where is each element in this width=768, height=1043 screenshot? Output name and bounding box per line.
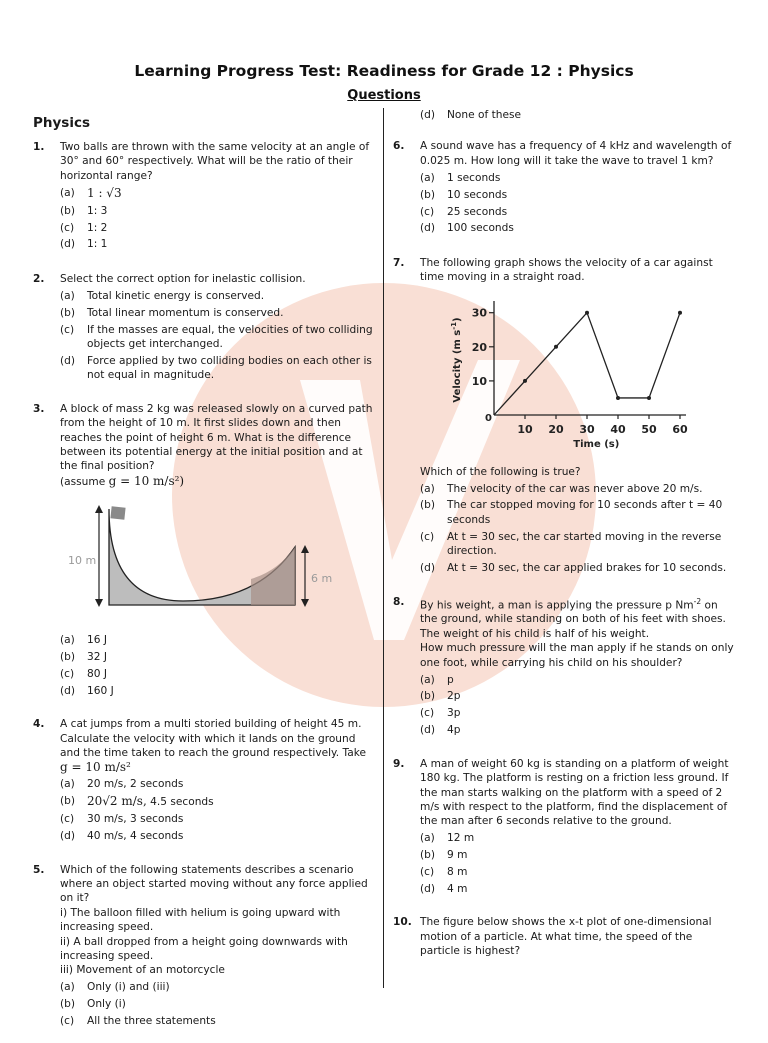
height-label-left: 10 m: [68, 554, 97, 568]
option-letter: (a): [60, 981, 75, 994]
page-title: Learning Progress Test: Readiness for Grade 12 : Physics: [134, 62, 634, 80]
x-tick-label: 30: [579, 422, 595, 436]
option-letter: (a): [420, 171, 435, 184]
option-text: 32 J: [87, 651, 107, 664]
option-letter: (d): [60, 684, 75, 697]
option-text: 30 m/s, 3 seconds: [87, 813, 184, 826]
assume-line: [60, 474, 375, 489]
left-column: [33, 115, 375, 1043]
option-text: The car stopped moving for 10 seconds after t = 40 seconds: [447, 499, 723, 526]
data-point: [678, 310, 682, 314]
option-letter: (d): [60, 238, 75, 251]
option-letter: (a): [60, 289, 75, 302]
x-tick-label: 40: [610, 422, 626, 436]
option-letter: (a): [60, 778, 75, 791]
option-letter: (b): [420, 690, 435, 703]
right-column: [393, 108, 735, 974]
question-number: 4.: [33, 718, 45, 731]
option-text: Only (i) and (iii): [87, 981, 170, 994]
option-letter: (c): [60, 667, 75, 680]
option-text: None of these: [447, 109, 522, 121]
option-text: If the masses are equal, the velocities of two colliding objects get interchanged.: [87, 323, 373, 350]
question-number: 5.: [33, 863, 45, 876]
option-letter: (d): [60, 354, 75, 367]
question-number: 7.: [393, 256, 405, 269]
option-text: The velocity of the car was never above 20 m/s.: [447, 482, 703, 495]
option-b: [60, 794, 375, 809]
option-b: [60, 204, 375, 218]
question-10: [393, 915, 735, 958]
option-text: 1: 3: [87, 204, 108, 217]
question-number: 8.: [393, 595, 405, 608]
question-text: A man of weight 60 kg is standing on a platform of weight 180 kg. The platform is resting on a friction less ground. If the man starts walking on the platform with a speed of 2 m/s with respect to the platform, find the displacement of the man after 6 seconds relative to the ground.: [420, 757, 729, 828]
x-axis-label: Time (s): [573, 438, 620, 450]
option-letter: (c): [420, 530, 435, 543]
option-text: 1: 1: [87, 238, 108, 251]
option-text: 100 seconds: [447, 222, 514, 235]
question-6: [393, 139, 735, 235]
y-axis-label-end: ): [452, 317, 463, 322]
origin-label: 0: [485, 412, 492, 424]
option-a: [60, 186, 375, 201]
option-c: [60, 1014, 375, 1028]
data-point: [523, 379, 527, 383]
curved-path-figure: [33, 501, 333, 621]
option-text: 20 m/s, 2 seconds: [87, 778, 184, 791]
y-tick-label: 30: [471, 306, 487, 320]
option-text: Force applied by two colliding bodies on each other is not equal in magnitude.: [87, 354, 372, 382]
series-line: [494, 312, 680, 414]
y-axis-label: [450, 317, 463, 402]
question-text-part2: on the ground, while standing on both of his feet with shoes. The weight of his child is half of his weight. How much pressure will the man apply if he stands on only one foot, while carrying his child on his shoulder?: [420, 599, 734, 669]
option-text: 10 seconds: [447, 188, 508, 201]
option-letter: (d): [60, 830, 75, 843]
option-d: [420, 221, 735, 235]
option-a: [420, 673, 735, 687]
question-1: [33, 140, 375, 252]
option-text: At t = 30 sec, the car started moving in the reverse direction.: [447, 530, 722, 558]
option-text: 16 J: [87, 634, 107, 647]
option-text: p: [447, 673, 454, 686]
option-c: [420, 706, 735, 720]
option-letter: (d): [420, 222, 435, 235]
data-point: [616, 396, 620, 400]
option-c: [420, 530, 735, 559]
option-text: At t = 30 sec, the car applied brakes for 10 seconds.: [447, 562, 727, 575]
option-text: 4p: [447, 724, 461, 737]
question-text: The figure below shows the x-t plot of one-dimensional motion of a particle. At what time, the speed of the particle is highest?: [420, 916, 712, 958]
option-letter: (b): [60, 998, 75, 1011]
option-letter: (d): [420, 109, 435, 121]
x-tick-label: 10: [517, 422, 533, 436]
option-text: 9 m: [447, 849, 468, 862]
unit-superscript: -2: [693, 596, 702, 606]
option-letter: (c): [60, 813, 75, 826]
question-4: [33, 717, 375, 843]
question-number: 10.: [393, 916, 412, 929]
option-letter: (c): [60, 1015, 75, 1028]
option-b: [420, 498, 735, 527]
question-2: [33, 272, 375, 383]
option-d: [60, 237, 375, 251]
option-text: 4.5 seconds: [146, 796, 214, 809]
option-text: 25 seconds: [447, 205, 508, 218]
option-letter: (b): [420, 849, 435, 862]
assume-math: g = 10 m/s²): [108, 473, 185, 488]
option-letter: (b): [60, 795, 75, 808]
data-point: [585, 310, 589, 314]
option-letter: (d): [420, 882, 435, 895]
option-text: Only (i): [87, 998, 126, 1011]
option-letter: (a): [420, 673, 435, 686]
option-text: 3p: [447, 707, 461, 720]
assume-prefix: (assume: [60, 475, 106, 488]
option-a: [60, 980, 375, 994]
block: [110, 506, 125, 519]
option-d: [60, 684, 375, 698]
option-text: 2p: [447, 690, 461, 703]
question-5-continued: [393, 108, 735, 122]
question-number: 3.: [33, 402, 45, 415]
option-text: 8 m: [447, 866, 468, 879]
option-text: 80 J: [87, 667, 107, 680]
y-axis-label-sup: -1: [450, 321, 458, 330]
option-d: [60, 829, 375, 843]
option-text: 1: 2: [87, 221, 108, 234]
option-letter: (b): [60, 204, 75, 217]
option-d: [420, 882, 735, 896]
option-text: 40 m/s, 4 seconds: [87, 830, 184, 843]
option-letter: (c): [60, 323, 75, 336]
x-tick-label: 60: [672, 422, 688, 436]
option-b: [60, 306, 375, 320]
question-number: 6.: [393, 140, 405, 153]
option-c: [420, 205, 735, 219]
option-letter: (c): [420, 205, 435, 218]
option-letter: (a): [420, 482, 435, 495]
option-c: [60, 812, 375, 826]
velocity-time-chart: [424, 289, 688, 459]
question-8: [393, 595, 735, 738]
question-text: [420, 595, 735, 671]
x-tick-label: 20: [548, 422, 564, 436]
option-c: [60, 323, 375, 352]
option-math: 20√2 m/s,: [87, 794, 147, 809]
option-a: [60, 289, 375, 303]
question-9: [393, 757, 735, 897]
page-subtitle: Questions: [347, 88, 421, 103]
option-a: [420, 482, 735, 496]
option-text: Total linear momentum is conserved.: [87, 306, 284, 319]
option-d: [420, 723, 735, 737]
y-tick-label: 20: [471, 340, 487, 354]
question-number: 9.: [393, 757, 405, 770]
question-number: 2.: [33, 272, 45, 285]
question-text: A sound wave has a frequency of 4 kHz and wavelength of 0.025 m. How long will it take the wave to travel 1 km?: [420, 140, 732, 167]
question-text: A cat jumps from a multi storied building of height 45 m. Calculate the velocity with which it lands on the ground and the time taken to reach the ground respectively. Take: [60, 718, 367, 760]
option-b: [420, 188, 735, 202]
option-letter: (a): [60, 186, 75, 199]
option-c: [60, 221, 375, 235]
question-text: Select the correct option for inelastic collision.: [60, 272, 306, 285]
question-prompt: Which of the following is true?: [420, 465, 581, 478]
option-letter: (c): [420, 707, 435, 720]
option-text: 4 m: [447, 882, 468, 895]
data-point: [554, 344, 558, 348]
option-b: [420, 689, 735, 703]
option-letter: (c): [420, 866, 435, 879]
height-label-right: 6 m: [311, 572, 333, 586]
question-5: [33, 863, 375, 1029]
take-math: g = 10 m/s²: [60, 760, 131, 775]
option-a: [420, 831, 735, 845]
y-tick-label: 10: [471, 374, 487, 388]
question-text: A block of mass 2 kg was released slowly on a curved path from the height of 10 m. It first slides down and then reaches the point of height 6 m. What is the difference between its potential energy at the initial position and at the final position?: [60, 402, 373, 473]
option-letter: (b): [420, 188, 435, 201]
option-c: [420, 865, 735, 879]
option-text: 160 J: [87, 684, 114, 697]
option-d: [420, 561, 735, 575]
option-letter: (b): [60, 651, 75, 664]
data-point: [647, 396, 651, 400]
option-b: [60, 997, 375, 1011]
option-a: [60, 777, 375, 791]
question-text: Which of the following statements describes a scenario where an object started moving without any force applied on it? i) The balloon filled with helium is going upward with increasing speed. ii) A ball dropped from a height going downwards with increasing speed. iii) Movement of an motorcycle: [60, 863, 368, 977]
question-number: 1.: [33, 141, 45, 153]
column-divider: [383, 108, 384, 988]
option-b: [60, 650, 375, 664]
option-letter: (a): [420, 832, 435, 845]
option-letter: (c): [60, 221, 75, 234]
option-text: 12 m: [447, 832, 475, 845]
question-text: Two balls are thrown with the same velocity at an angle of 30° and 60° respectively. What will be the ratio of their horizontal range?: [60, 141, 370, 182]
option-a: [60, 633, 375, 647]
option-letter: (d): [420, 562, 435, 575]
section-heading: Physics: [33, 115, 91, 131]
option-letter: (a): [60, 634, 75, 647]
x-tick-label: 50: [641, 422, 657, 436]
question-7: [393, 256, 735, 576]
question-3: [33, 402, 375, 699]
option-d: [420, 108, 735, 122]
question-text-part1: By his weight, a man is applying the pressure p Nm: [420, 599, 694, 612]
option-a: [420, 171, 735, 185]
option-d: [60, 354, 375, 383]
option-text: 1 seconds: [447, 171, 501, 184]
option-letter: (b): [60, 306, 75, 319]
option-c: [60, 667, 375, 681]
question-text: The following graph shows the velocity of a car against time moving in a straight road.: [420, 256, 713, 284]
option-b: [420, 848, 735, 862]
option-text: Total kinetic energy is conserved.: [87, 289, 265, 302]
option-letter: (d): [420, 724, 435, 737]
option-text: All the three statements: [87, 1015, 216, 1028]
option-letter: (b): [420, 499, 435, 512]
option-math: 1 : √3: [87, 185, 122, 200]
y-axis-label-main: Velocity (m s: [452, 329, 463, 403]
